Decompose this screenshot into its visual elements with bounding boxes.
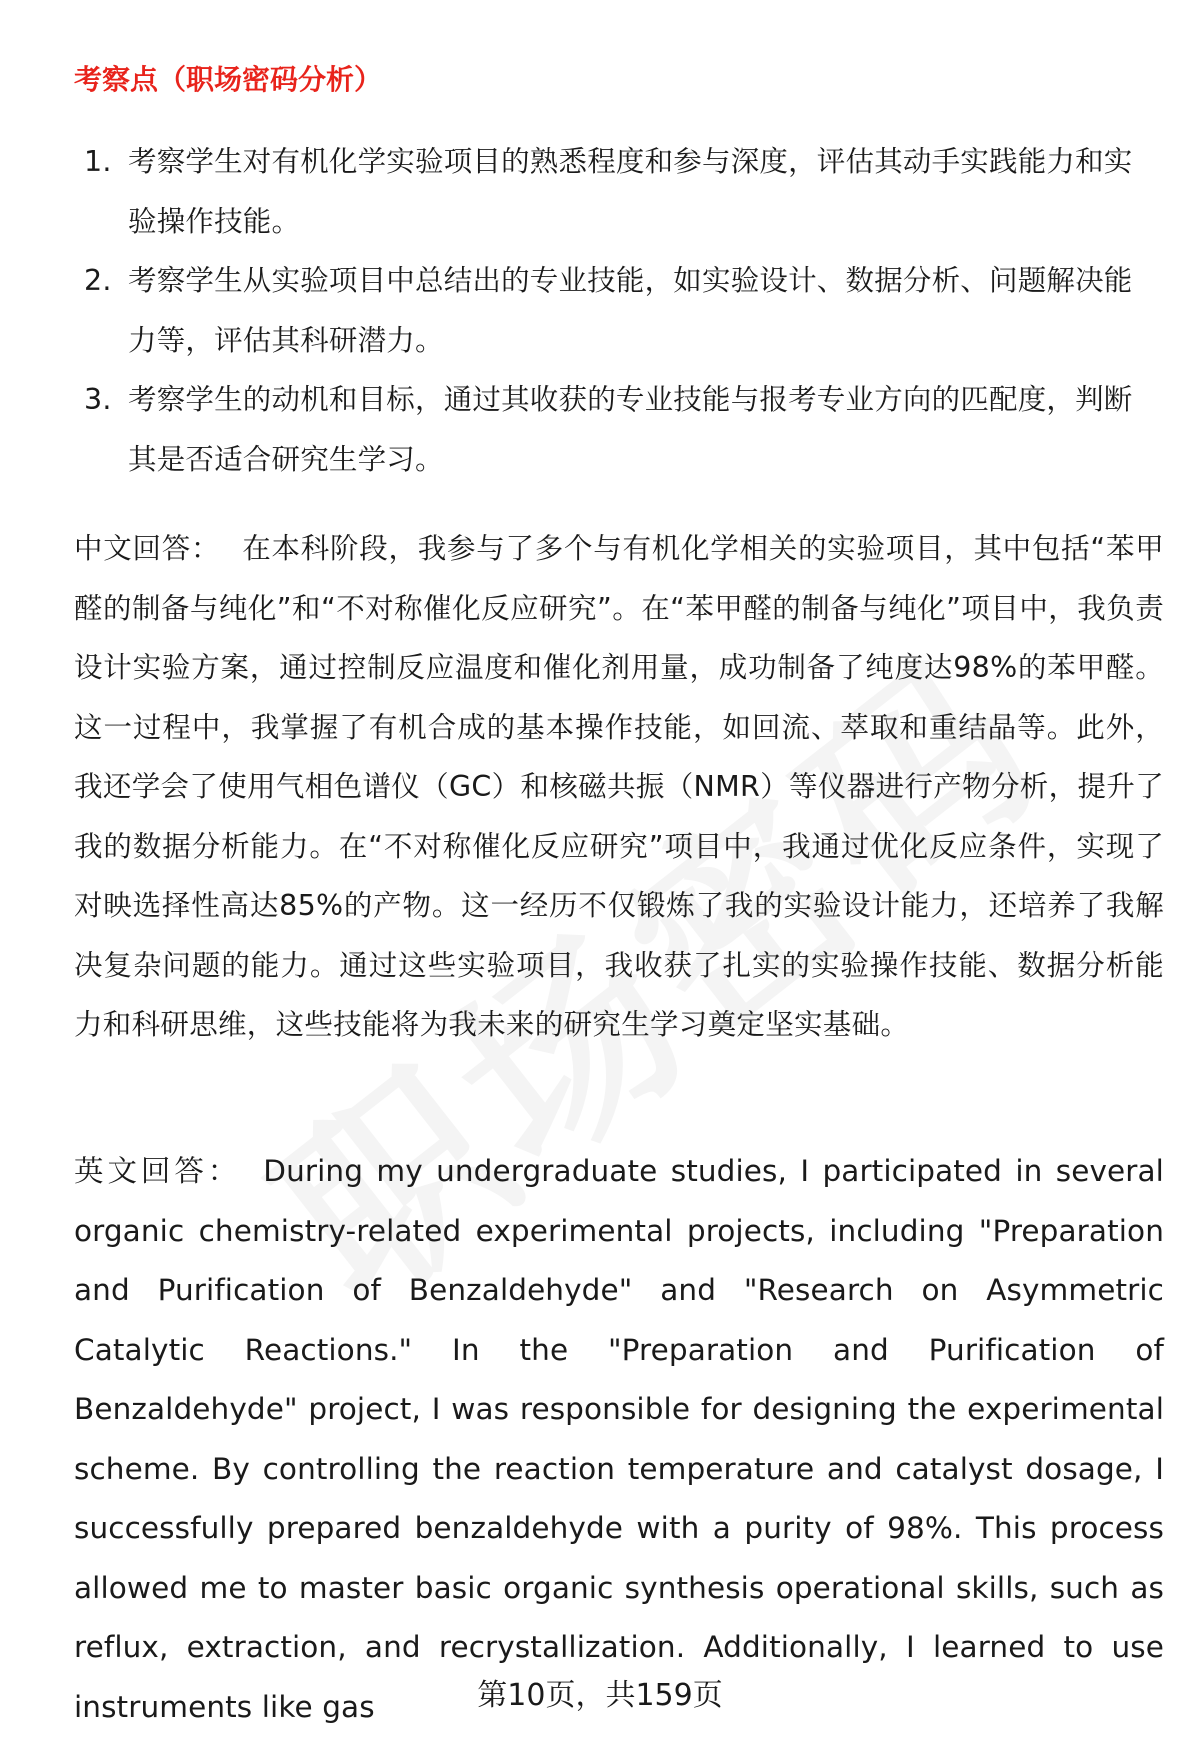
section-heading: 考察点（职场密码分析） [74,63,383,96]
list-item-number: 2. [84,264,112,297]
list-item-text: 考察学生从实验项目中总结出的专业技能，如实验设计、数据分析、问题解决能力等，评估其科研潜力。 [128,264,1133,357]
english-answer-paragraph [74,1142,1164,1737]
list-item-number: 3. [84,383,112,416]
assessment-points-list [74,132,1154,489]
list-item-text: 考察学生对有机化学实验项目的熟悉程度和参与深度，评估其动手实践能力和实验操作技能。 [128,145,1133,238]
chinese-answer-text: 在本科阶段，我参与了多个与有机化学相关的实验项目，其中包括“苯甲醛的制备与纯化”和“不对称催化反应研究”。在“苯甲醛的制备与纯化”项目中，我负责设计实验方案，通过控制反应温度和催化剂用量，成功制备了纯度达98%的苯甲醛。这一过程中，我掌握了有机合成的基本操作技能，如回流、萃取和重结晶等。此外，我还学会了使用气相色谱仪（GC）和核磁共振（NMR）等仪器进行产物分析，提升了我的数据分析能力。在“不对称催化反应研究”项目中，我通过优化反应条件，实现了对映选择性高达85%的产物。这一经历不仅锻炼了我的实验设计能力，还培养了我解决复杂问题的能力。通过这些实验项目，我收获了扎实的实验操作技能、数据分析能力和科研思维，这些技能将为我未来的研究生学习奠定坚实基础。 [74,532,1164,1041]
list-item [74,132,1154,251]
page-number-footer: 第10页，共159页 [477,1678,723,1713]
chinese-answer-label: 中文回答： [74,532,221,565]
list-item-text: 考察学生的动机和目标，通过其收获的专业技能与报考专业方向的匹配度，判断其是否适合研究生学习。 [128,383,1133,476]
english-answer-text: During my undergraduate studies, I participated in several organic chemistry-related experimental projects, including "Preparation and Purification of Benzaldehyde" and "Research on Asymmetric Catalytic Reactions." In the "Preparation and Purification of Benzaldehyde" project, I was responsible for designing the experimental scheme. By controlling the reaction temperature and catalyst dosage, I successfully prepared benzaldehyde with a purity of 98%. This process allowed me to master basic organic synthesis operational skills, such as reflux, extraction, and recrystallization. Additionally, I learned to use instruments like gas [74,1154,1164,1724]
list-item-number: 1. [84,145,112,178]
chinese-answer-paragraph [74,519,1164,1055]
list-item [74,251,1154,370]
english-answer-label: 英文回答： [74,1154,242,1188]
list-item [74,370,1154,489]
